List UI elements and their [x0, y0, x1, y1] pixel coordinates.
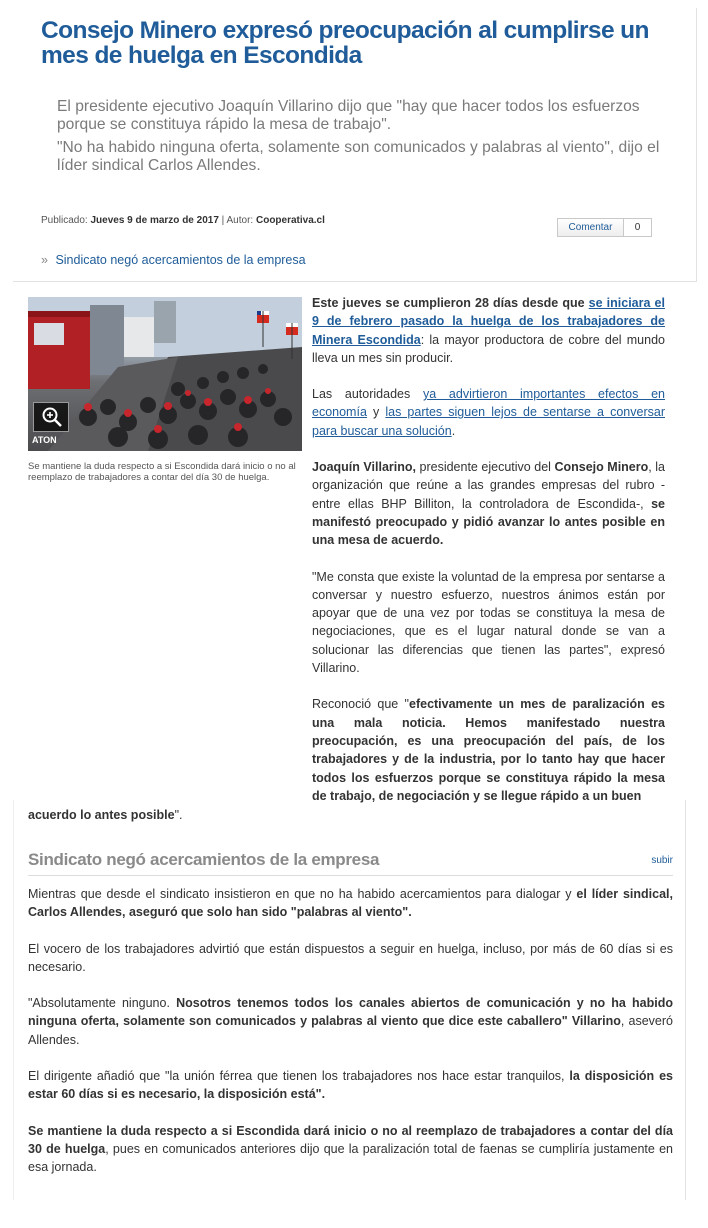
body-p1-rest: : la mayor productora de cobre del mundo lleva un mes sin producir. — [312, 332, 665, 365]
body-p3-name: Joaquín Villarino, — [312, 460, 416, 475]
meta-separator: | — [218, 215, 227, 226]
body-p1-bold: Este jueves se cumplieron 28 días desde que — [312, 296, 589, 310]
photo-scene — [28, 297, 302, 451]
article-meta — [41, 215, 325, 226]
comment-count: 0 — [624, 218, 652, 237]
section-p3-end: , aseveró Allendes. — [28, 1014, 673, 1047]
body-paragraph-3 — [312, 458, 665, 549]
published-date: Jueves 9 de marzo de 2017 — [90, 215, 219, 226]
body-p5-close: ". — [174, 808, 183, 822]
body-p2-conj: y — [366, 405, 386, 420]
author-name: Cooperativa.cl — [255, 215, 325, 226]
related-marker: » — [41, 253, 48, 267]
related-link[interactable]: Sindicato negó acercamientos de la empresa — [55, 253, 306, 267]
section-paragraph-1 — [28, 885, 673, 922]
section-paragraph-4 — [28, 1067, 673, 1104]
related-link-row — [41, 253, 306, 267]
body-p2-link-1[interactable]: ya advirtieron importantes efectos en economía — [312, 387, 665, 420]
section-paragraph-2: El vocero de los trabajadores advirtió que están dispuestos a seguir en huelga, incluso, por más de 60 días si es necesario. — [28, 941, 673, 974]
body-paragraph-5-end — [28, 808, 183, 822]
section-p3-bold: Nosotros tenemos todos los canales abiertos de comunicación y no ha habido ninguna oferta, solamente son comunicados y palabras al viento que dice este caballero" — [28, 996, 673, 1029]
article-body — [312, 294, 665, 823]
body-p1-link[interactable]: se iniciara el 9 de febrero pasado la huelga de los trabajadores de Minera Escondida — [312, 296, 665, 347]
body-p5-text: Reconoció que " — [312, 697, 409, 712]
body-paragraph-1 — [312, 294, 665, 367]
body-paragraph-2 — [312, 385, 665, 440]
section-header — [28, 850, 673, 876]
photo-credit: ATON — [32, 435, 57, 445]
author-label: Autor: — [226, 215, 254, 226]
photo-caption: Se mantiene la duda respecto a si Escondida dará inicio o no al reemplazo de trabajadores a contar del día 30 de huelga. — [28, 461, 296, 483]
body-p3-org: Consejo Minero — [554, 460, 649, 475]
section-p5-rest: , pues en comunicados anteriores dijo que la paralización total de faenas se cumpliría justamente en esa jornada. — [28, 1141, 673, 1175]
section-p4-text: El dirigente añadió que "la unión férrea que tienen los trabajadores nos hace estar tranquilos, — [28, 1069, 570, 1084]
section-p1-text: Mientras que desde el sindicato insistieron en que no ha habido acercamientos para dialogar y — [28, 887, 577, 901]
body-p3-text-a: presidente ejecutivo del — [416, 460, 555, 475]
summary-line-2: "No ha habido ninguna oferta, solamente son comunicados y palabras al viento", dijo el líder sindical Carlos Allendes. — [57, 139, 660, 174]
summary-line-1: El presidente ejecutivo Joaquín Villarino dijo que "hay que hacer todos los esfuerzos porque se constituya rápido la mesa de trabajo". — [57, 98, 640, 133]
section-p3-name: Villarino — [567, 1014, 621, 1029]
comment-button[interactable]: Comentar — [557, 218, 624, 237]
section-paragraph-3 — [28, 994, 673, 1049]
article-photo[interactable] — [28, 297, 302, 451]
body-paragraph-4: "Me consta que existe la voluntad de la empresa por sentarse a conversar y nuestro esfuerzo, nuestros ánimos están por apoyar que de una vez por todas se constituya la mesa de negociaciones, que es el lugar natural donde se van a solucionar las diferencias que tienen las partes", expresó Villarino. — [312, 569, 665, 676]
body-p3-bold: se manifestó preocupado y pidió avanzar lo antes posible en una mesa de acuerdo. — [312, 496, 665, 548]
body-p2-end: . — [451, 423, 456, 438]
body-p5-bold: efectivamente un mes de paralización es una mala noticia. Hemos manifestado nuestra preocupación, es una preocupación del país, de los trabajadores y de la industria, por lo tanto hay que hacer todos los esfuerzos porque se constituya rápido la mesa de trabajo, de negociación y se llegue rápido a un buen — [312, 697, 665, 803]
published-label: Publicado: — [41, 215, 88, 226]
section-body — [28, 885, 673, 1195]
article-title: Consejo Minero expresó preocupación al cumplirse un mes de huelga en Escondida — [41, 17, 649, 69]
body-p5-bold-end: acuerdo lo antes posible — [28, 808, 175, 822]
body-paragraph-5 — [312, 695, 665, 805]
body-p3-text-b: , la organización que reúne a las grandes empresas del rubro -entre ellas BHP Billiton, la controladora de Escondida-, — [312, 460, 665, 511]
body-p2-text: Las autoridades — [312, 387, 423, 402]
section-p4-bold: la disposición es estar 60 días si es necesario, la disposición está". — [28, 1069, 673, 1102]
zoom-button[interactable] — [33, 402, 69, 432]
section-paragraph-5 — [28, 1122, 673, 1177]
section-p1-bold: el líder sindical, Carlos Allendes, aseguró que solo han sido "palabras al viento". — [28, 887, 673, 920]
article-summary — [57, 98, 682, 180]
section-p3-text: "Absolutamente ninguno. — [28, 996, 177, 1011]
back-to-top-link[interactable]: subir — [651, 855, 673, 866]
section-p5-bold: Se mantiene la duda respecto a si Escondida dará inicio o no al reemplazo de trabajadores a contar del día 30 de huelga — [28, 1123, 673, 1156]
section-title: Sindicato negó acercamientos de la empresa — [28, 850, 380, 869]
body-p2-link-2[interactable]: las partes siguen lejos de sentarse a conversar para buscar una solución — [312, 405, 665, 438]
zoom-in-icon — [41, 406, 63, 428]
